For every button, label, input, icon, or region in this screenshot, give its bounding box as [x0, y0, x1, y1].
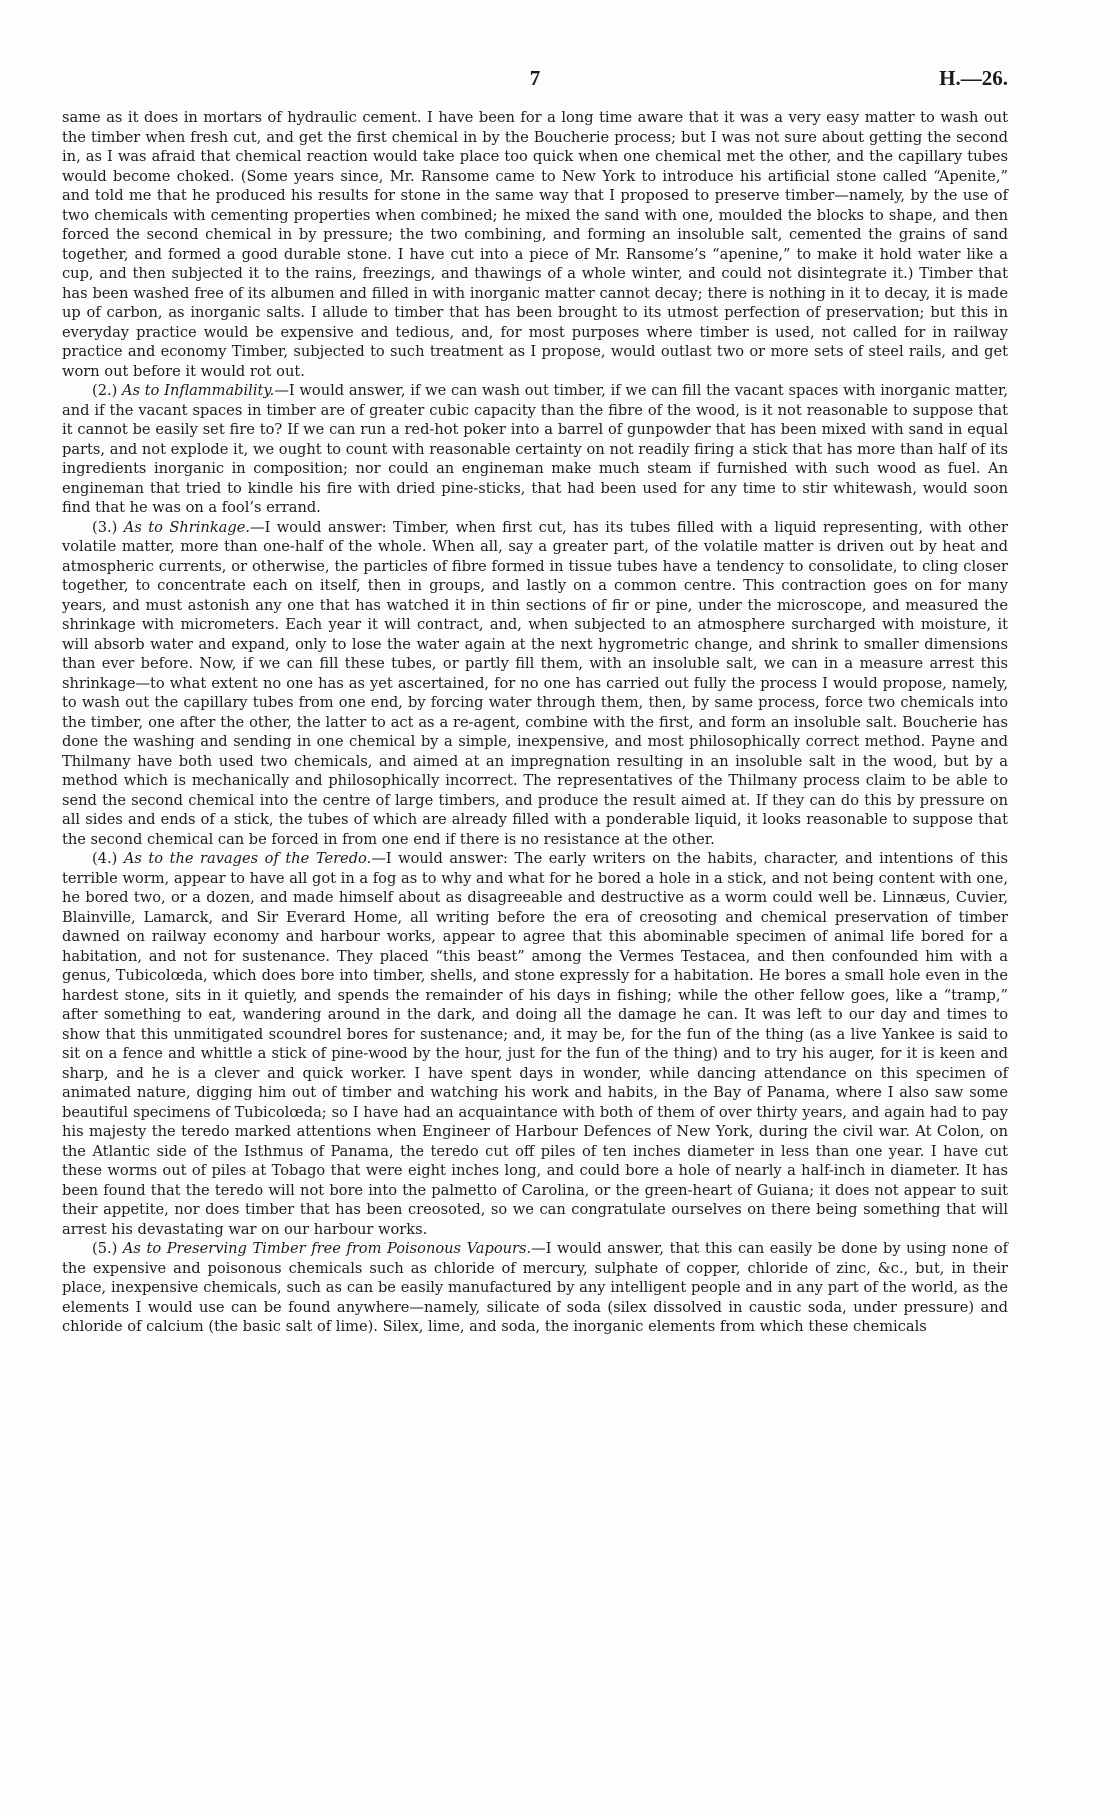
report-code: H.—26.	[939, 66, 1008, 90]
page-header	[62, 66, 1008, 94]
paragraph-teredo	[62, 849, 1008, 1239]
paragraph-text: —I would answer: Timber, when first cut, has its tubes filled with a liquid representing, with other volatile matter, more than one-half of the whole. When all, say a greater part, of the volatile matter is driven out by heat and atmospheric currents, or otherwise, the particles of fibre formed in tissue tubes have a tendency to consolidate, to cling closer together, to concentrate each on itself, then in groups, and lastly on a common centre. This contraction goes on for many years, and must astonish any one that has watched it in thin sections of fir or pine, under the microscope, and measured the shrinkage with micrometers. Each year it will contract, and, when subjected to an atmosphere surcharged with moisture, it will absorb water and expand, only to lose the water again at the next hygrometric change, and shrink to smaller dimensions than ever before. Now, if we can fill these tubes, or partly fill them, with an insoluble salt, we can in a measure arrest this shrinkage—to what extent no one has as yet ascertained, for no one has carried out fully the process I would propose, namely, to wash out the capillary tubes from one end, by forcing water through them, then, by same process, force two chemicals into the timber, one after the other, the latter to act as a re-agent, combine with the first, and form an insoluble salt. Boucherie has done the washing and sending in one chemical by a simple, inexpensive, and most philosophically correct method. Payne and Thilmany have both used two chemicals, and aimed at an impregnation resulting in an insoluble salt in the wood, but by a method which is mechanically and philosophically incorrect. The representatives of the Thilmany process claim to be able to send the second chemical into the centre of large timbers, and produce the result aimed at. If they can do this by pressure on all sides and ends of a stick, the tubes of which are already filled with a ponderable liquid, it looks reasonable to suppose that the second chemical can be forced in from one end if there is no resistance at the other.	[62, 518, 1008, 848]
paragraph-text: same as it does in mortars of hydraulic cement. I have been for a long time aware that it was a very easy matter to wash out the timber when fresh cut, and get the first chemical in by the Boucherie process; but I was not sure about getting the second in, as I was afraid that chemical reaction would take place too quick when one chemical met the other, and the capillary tubes would become choked. (Some years since, Mr. Ransome came to New York to introduce his artificial stone called “Apenite,” and told me that he produced his results for stone in the same way that I proposed to preserve timber—namely, by the use of two chemicals with cementing properties when combined; he mixed the sand with one, moulded the blocks to shape, and then forced the second chemical in by pressure; the two combining, and forming an insoluble salt, cemented the grains of sand together, and formed a good durable stone. I have cut into a piece of Mr. Ransome’s “apenine,” to make it hold water like a cup, and then subjected it to the rains, freezings, and thawings of a whole winter, and could not disintegrate it.) Timber that has been washed free of its albumen and filled in with inorganic matter cannot decay; there is nothing in it to decay, it is made up of carbon, as inorganic salts. I allude to timber that has been brought to its utmost perfection of preservation; but this in everyday practice would be expensive and tedious, and, for most purposes where timber is used, not called for in railway practice and economy Timber, subjected to such treatment as I propose, would outlast two or more sets of steel rails, and get worn out before it would rot out.	[62, 109, 1008, 380]
paragraph-text: —I would answer, that this can easily be done by using none of the expensive and poisonous chemicals such as chloride of mercury, sulphate of copper, chloride of zinc, &c., but, in their place, inexpensive chemicals, such as can be easily manufactured by any intelligent people and in any part of the world, as the elements I would use can be found anywhere—namely, silicate of soda (silex dissolved in caustic soda, under pressure) and chloride of calcium (the basic salt of lime). Silex, lime, and soda, the inorganic elements from which these chemicals	[62, 1240, 1009, 1335]
body-text	[62, 108, 1008, 1337]
paragraph-number: (2.)	[92, 382, 118, 399]
paragraph-heading: As to Shrinkage.	[123, 518, 250, 536]
paragraph-number: (3.)	[92, 518, 118, 536]
paragraph-number: (4.)	[92, 850, 118, 867]
paragraph-inflammability	[62, 381, 1008, 518]
page-number: 7	[529, 66, 541, 90]
paragraph-text: —I would answer, if we can wash out timber, if we can fill the vacant spaces with inorganic matter, and if the vacant spaces in timber are of greater cubic capacity than the fibre of the wood, is it not reasonable to suppose that it cannot be easily set fire to? If we can run a red-hot poker into a barrel of gunpowder that has been mixed with sand in equal parts, and not explode it, we ought to count with reasonable certainty on not readily firing a stick that has more than half of its ingredients inorganic in composition; nor could an engineman make much steam if furnished with such wood as fuel. An engineman that tried to kindle his fire with dried pine-sticks, that had been used for any time to stir whitewash, would soon find that he was on a fool’s errand.	[62, 382, 1008, 516]
paragraph-heading: As to Inflammability.	[122, 382, 275, 399]
paragraph-heading: As to Preserving Timber free from Poisonous Vapours.	[122, 1240, 532, 1257]
paragraph-continuation	[62, 108, 1008, 381]
paragraph-shrinkage	[62, 518, 1008, 850]
paragraph-number: (5.)	[92, 1240, 118, 1257]
paragraph-heading: As to the ravages of the Teredo.	[123, 850, 372, 867]
paragraph-text: —I would answer: The early writers on the habits, character, and intentions of this terrible worm, appear to have all got in a fog as to why and what for he bored a hole in a stick, and not being content with one, he bored two, or a dozen, and made himself about as disagreeable and destructive as a worm could well be. Linnæus, Cuvier, Blainville, Lamarck, and Sir Everard Home, all writing before the era of creosoting and chemical preservation of timber dawned on railway economy and harbour works, appear to agree that this abominable specimen of animal life bored for a habitation, and not for sustenance. They placed “this beast” among the Vermes Testacea, and then confounded him with a genus, Tubicolœda, which does bore into timber, shells, and stone expressly for a habitation. He bores a small hole even in the hardest stone, sits in it quietly, and spends the remainder of his days in fishing; while the other fellow goes, like a “tramp,” after something to eat, wandering around in the dark, and doing all the damage he can. It was left to our day and times to show that this unmitigated scoundrel bores for sustenance; and, it may be, for the fun of the thing (as a live Yankee is said to sit on a fence and whittle a stick of pine-wood by the hour, just for the fun of the thing) and to try his auger, for it is keen and sharp, and he is a clever and quick worker. I have spent days in wonder, while dancing attendance on this specimen of animated nature, digging him out of timber and watching his work and habits, in the Bay of Panama, where I also saw some beautiful specimens of Tubicolœda; so I have had an acquaintance with both of them of over thirty years, and again had to pay his majesty the teredo marked attentions when Engineer of Harbour Defences of New York, during the civil war. At Colon, on the Atlantic side of the Isthmus of Panama, the teredo cut off piles of ten inches diameter in less than one year. I have cut these worms out of piles at Tobago that were eight inches long, and could bore a hole of nearly a half-inch in diameter. It has been found that the teredo will not bore into the palmetto of Carolina, or the green-heart of Guiana; it does not appear to suit their appetite, nor does timber that has been creosoted, so we can congratulate ourselves on there being something that will arrest his devastating war on our harbour works.	[62, 850, 1009, 1238]
paragraph-poisonous-vapours	[62, 1239, 1008, 1337]
